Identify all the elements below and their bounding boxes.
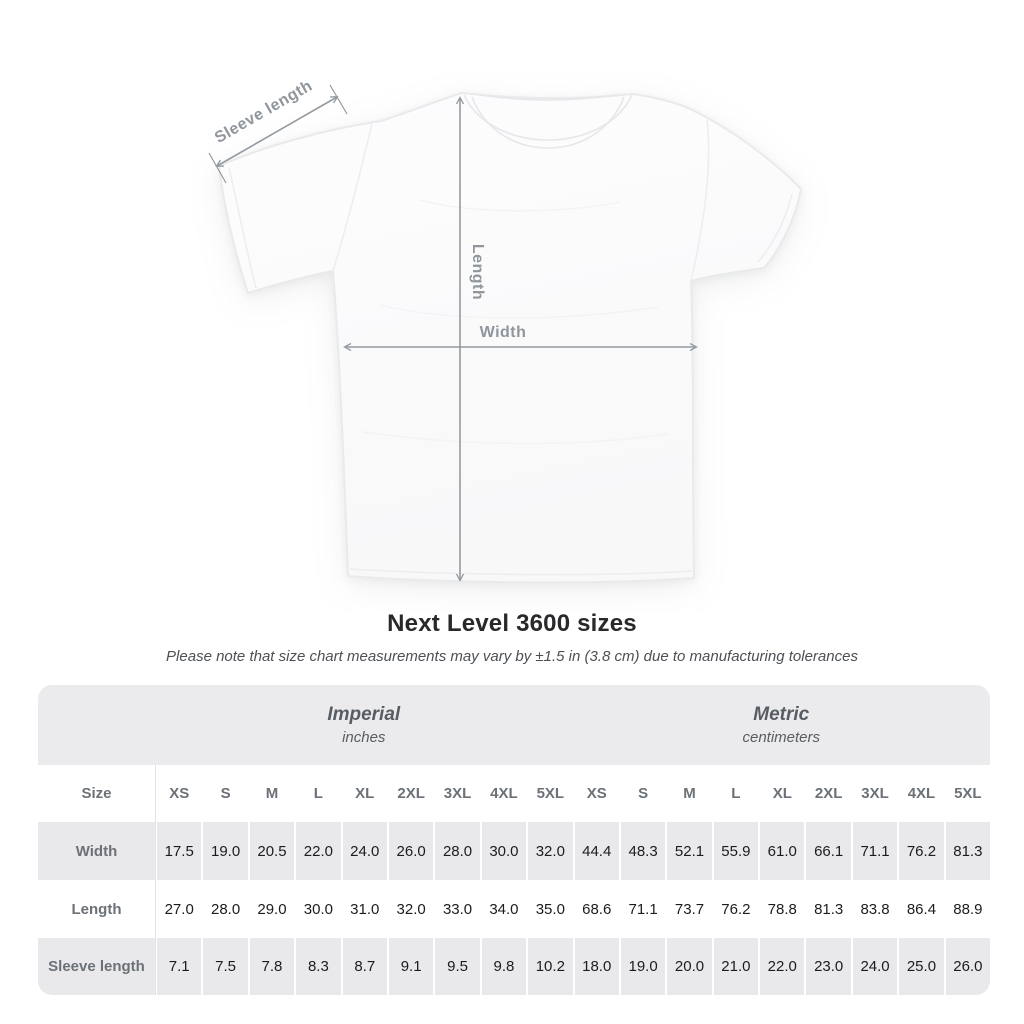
size-header-cell: XS	[573, 765, 619, 822]
measurement-cell: 9.5	[433, 938, 479, 995]
measurement-cell: 31.0	[341, 880, 387, 938]
size-header-cell: 5XL	[944, 765, 990, 822]
width-label: Width	[479, 324, 527, 341]
measurement-cell: 20.5	[248, 822, 294, 880]
length-row	[38, 880, 990, 938]
size-chart-table	[38, 685, 990, 995]
measurement-cell: 24.0	[851, 938, 897, 995]
measurement-cell: 17.5	[155, 822, 201, 880]
sleeve-length-row	[38, 938, 990, 995]
measurement-cell: 34.0	[480, 880, 526, 938]
unit-header-metric	[573, 685, 991, 765]
measurement-cell: 81.3	[944, 822, 990, 880]
size-header-cell: L	[294, 765, 340, 822]
measurement-cell: 83.8	[851, 880, 897, 938]
measurement-cell: 9.8	[480, 938, 526, 995]
measurement-cell: 18.0	[573, 938, 619, 995]
size-header-cell: XL	[341, 765, 387, 822]
unit-header-spacer	[38, 685, 155, 765]
measurement-cell: 24.0	[341, 822, 387, 880]
measurement-cell: 32.0	[387, 880, 433, 938]
imperial-label: Imperial	[327, 704, 401, 725]
measurement-cell: 19.0	[201, 822, 247, 880]
unit-header-band	[38, 685, 990, 765]
measurement-cell: 86.4	[897, 880, 943, 938]
size-header-cell: 5XL	[526, 765, 572, 822]
measurement-cell: 10.2	[526, 938, 572, 995]
measurement-cell: 26.0	[387, 822, 433, 880]
measurement-cell: 7.8	[248, 938, 294, 995]
measurement-cell: 21.0	[712, 938, 758, 995]
size-header-cell: 2XL	[387, 765, 433, 822]
measurement-cell: 66.1	[804, 822, 850, 880]
measurement-cell: 35.0	[526, 880, 572, 938]
size-header-cell: L	[712, 765, 758, 822]
measurement-cell: 32.0	[526, 822, 572, 880]
size-header-cell: M	[248, 765, 294, 822]
size-header-cell: M	[665, 765, 711, 822]
measurement-cell: 48.3	[619, 822, 665, 880]
measurement-cell: 23.0	[804, 938, 850, 995]
measurement-cell: 33.0	[433, 880, 479, 938]
page-subtitle: Please note that size chart measurements may vary by ±1.5 in (3.8 cm) due to manufacturing tolerances	[166, 648, 858, 665]
measurement-cell: 30.0	[480, 822, 526, 880]
size-header-cell: S	[201, 765, 247, 822]
label-column-divider	[155, 765, 156, 995]
imperial-sublabel: inches	[342, 729, 386, 746]
measurement-cell: 28.0	[433, 822, 479, 880]
page-title: Next Level 3600 sizes	[387, 610, 637, 637]
measurement-cell: 71.1	[851, 822, 897, 880]
measurement-cell: 27.0	[155, 880, 201, 938]
size-header-cell: 3XL	[851, 765, 897, 822]
measurement-cell: 61.0	[758, 822, 804, 880]
measurement-cell: 25.0	[897, 938, 943, 995]
measurement-cell: 81.3	[804, 880, 850, 938]
size-header-row	[38, 765, 990, 822]
size-header-cell: XS	[155, 765, 201, 822]
measurement-cell: 7.5	[201, 938, 247, 995]
row-label-width: Width	[75, 842, 118, 860]
measurement-cell: 22.0	[294, 822, 340, 880]
measurement-cell: 44.4	[573, 822, 619, 880]
measurement-cell: 8.3	[294, 938, 340, 995]
size-header-cell: XL	[758, 765, 804, 822]
length-label: Length	[469, 243, 486, 301]
measurement-cell: 22.0	[758, 938, 804, 995]
measurement-cell: 71.1	[619, 880, 665, 938]
measurement-cell: 52.1	[665, 822, 711, 880]
size-header-cell: 3XL	[433, 765, 479, 822]
measurement-cell: 9.1	[387, 938, 433, 995]
metric-sublabel: centimeters	[742, 729, 821, 746]
size-header-cell: S	[619, 765, 665, 822]
measurement-cell: 68.6	[573, 880, 619, 938]
sleeve-length-label: Sleeve length	[212, 77, 316, 147]
row-label-sleeve-length: Sleeve length	[48, 958, 145, 975]
measurement-cell: 73.7	[665, 880, 711, 938]
size-column-header: Size	[81, 785, 112, 802]
size-header-cell: 4XL	[897, 765, 943, 822]
row-label-length: Length	[71, 900, 122, 918]
measurement-cell: 8.7	[341, 938, 387, 995]
unit-header-imperial	[155, 685, 573, 765]
measurement-cell: 78.8	[758, 880, 804, 938]
measurement-cell: 29.0	[248, 880, 294, 938]
measurement-cell: 76.2	[712, 880, 758, 938]
size-header-cell: 4XL	[480, 765, 526, 822]
measurement-cell: 7.1	[155, 938, 201, 995]
measurement-cell: 76.2	[897, 822, 943, 880]
measurement-cell: 30.0	[294, 880, 340, 938]
measurement-cell: 55.9	[712, 822, 758, 880]
size-header-cell: 2XL	[804, 765, 850, 822]
metric-label: Metric	[753, 704, 810, 725]
measurement-cell: 20.0	[665, 938, 711, 995]
measurement-cell: 28.0	[201, 880, 247, 938]
measurement-cell: 26.0	[944, 938, 990, 995]
measurement-cell: 19.0	[619, 938, 665, 995]
width-row	[38, 822, 990, 880]
measurement-cell: 88.9	[944, 880, 990, 938]
